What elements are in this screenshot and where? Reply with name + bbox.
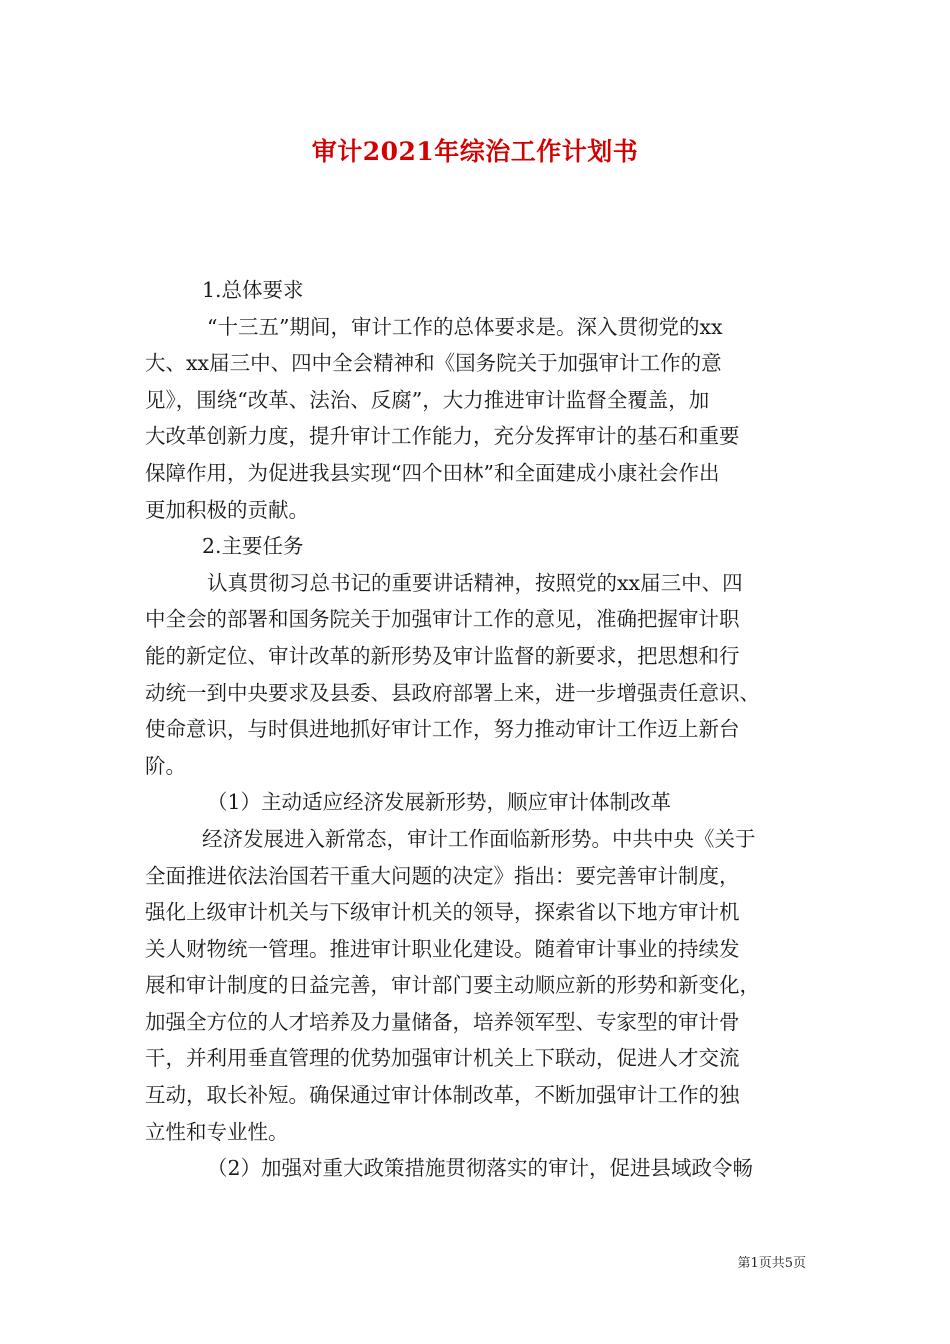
paragraph-line: 保障作用，为促进我县实现“四个田林”和全面建成小康社会作出: [145, 460, 720, 485]
paragraph-line: 阶。: [145, 753, 186, 778]
page-number: 第1页共5页: [737, 1256, 806, 1271]
paragraph-line: 更加积极的贡献。: [145, 497, 309, 522]
paragraph-line: 展和审计制度的日益完善，审计部门要主动顺应新的形势和新变化，: [145, 973, 760, 998]
document-title: 审计2021年综治工作计划书: [311, 137, 639, 166]
paragraph-line: 关人财物统一管理。推进审计职业化建设。随着审计事业的持续发: [145, 936, 740, 961]
document-body: [145, 272, 805, 1187]
paragraph-line: 使命意识，与时俱进地抓好审计工作，努力推动审计工作迈上新台: [145, 717, 740, 742]
paragraph-line: “十三五”期间，审计工作的总体要求是。深入贯彻党的xx: [207, 314, 723, 339]
paragraph-line: 经济发展进入新常态，审计工作面临新形势。中共中央《关于: [202, 826, 756, 851]
paragraph-line: 大、xx届三中、四中全会精神和《国务院关于加强审计工作的意: [145, 351, 722, 376]
paragraph-line: 认真贯彻习总书记的重要讲话精神，按照党的xx届三中、四: [207, 570, 743, 595]
paragraph-line: 加强全方位的人才培养及力量储备，培养领军型、专家型的审计骨: [145, 1009, 740, 1034]
subsection-heading: （2）加强对重大政策措施贯彻落实的审计，促进县域政令畅: [207, 1156, 754, 1181]
paragraph-line: 全面推进依法治国若干重大问题的决定》指出：要完善审计制度，: [145, 863, 740, 888]
paragraph-line: 互动，取长补短。确保通过审计体制改革，不断加强审计工作的独: [145, 1083, 740, 1108]
paragraph-line: 强化上级审计机关与下级审计机关的领导，探索省以下地方审计机: [145, 900, 740, 925]
section-heading: 1.总体要求: [202, 278, 304, 302]
section-heading: 2.主要任务: [202, 534, 304, 559]
paragraph-line: 动统一到中央要求及县委、县政府部署上来，进一步增强责任意识、: [145, 680, 760, 705]
paragraph-line: 大改革创新力度，提升审计工作能力，充分发挥审计的基石和重要: [145, 424, 740, 449]
paragraph-line: 干，并利用垂直管理的优势加强审计机关上下联动，促进人才交流: [145, 1046, 740, 1071]
subsection-heading: （1）主动适应经济发展新形势，顺应审计体制改革: [207, 790, 672, 815]
paragraph-line: 立性和专业性。: [145, 1119, 289, 1144]
paragraph-line: 见》，围绕“改革、法治、反腐”，大力推进审计监督全覆盖，加: [145, 387, 710, 412]
paragraph-line: 能的新定位、审计改革的新形势及审计监督的新要求，把思想和行: [145, 643, 740, 668]
paragraph-line: 中全会的部署和国务院关于加强审计工作的意见，准确把握审计职: [145, 607, 740, 632]
